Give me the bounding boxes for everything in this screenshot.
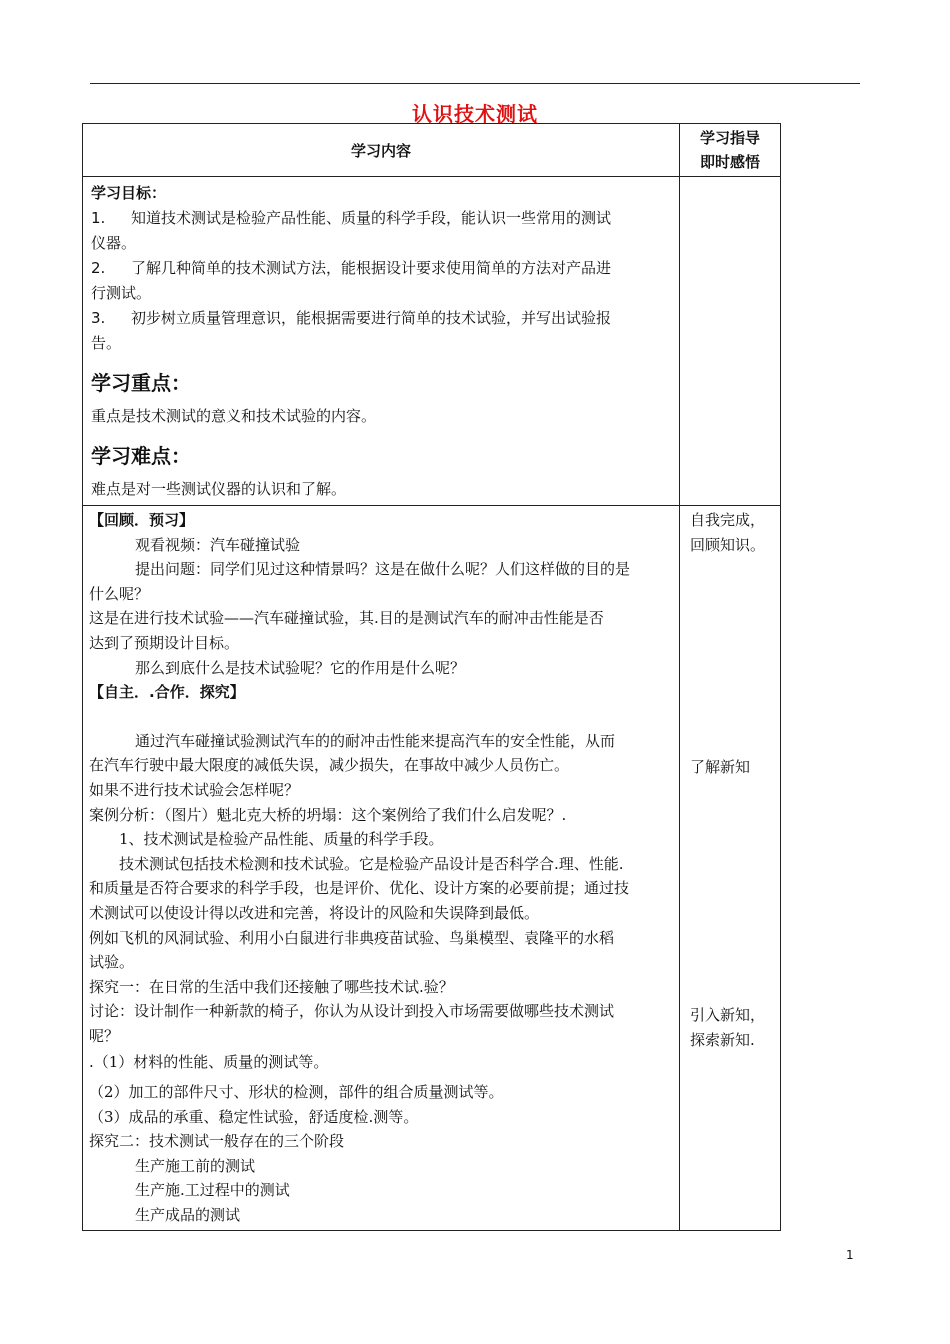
goal-item-3: 3. 初步树立质量管理意识，能根据需要进行简单的技术试验，并写出试验报 bbox=[91, 309, 612, 327]
difficulty-heading: 学习难点： bbox=[91, 444, 191, 468]
text-line: 观看视频：汽车碰撞试验 bbox=[135, 535, 301, 554]
goal-item-3-cont: 告。 bbox=[91, 334, 122, 352]
text-line: 呢？ bbox=[89, 1026, 120, 1045]
text-line: 例如飞机的风洞试验、利用小白鼠进行非典疫苗试验、鸟巢模型、袁隆平的水稻 bbox=[89, 928, 615, 947]
text-line: 什么呢？ bbox=[89, 584, 150, 603]
header-guide-line2: 即时感悟 bbox=[699, 153, 760, 171]
explore-heading: 【自主．.合作．探究】 bbox=[89, 683, 245, 702]
goal-item-1-cont: 仪器。 bbox=[91, 234, 137, 252]
goals-row bbox=[83, 177, 781, 506]
difficulty-text: 难点是对一些测试仪器的认识和了解。 bbox=[91, 480, 347, 498]
text-line: （2）加工的部件尺寸、形状的检测，部件的组合质量测试等。 bbox=[89, 1083, 504, 1102]
text-line: .（1）材料的性能、质量的测试等。 bbox=[89, 1053, 329, 1072]
text-line: 生产施工前的测试 bbox=[135, 1156, 256, 1175]
text-line: 技术测试包括技术检测和技术试验。它是检验产品设计是否科学合.理、性能. bbox=[119, 854, 624, 873]
text-line: 生产施.工过程中的测试 bbox=[135, 1181, 290, 1200]
key-points-text: 重点是技术测试的意义和技术试验的内容。 bbox=[91, 407, 377, 425]
note-3: 引入新知， 探索新知. bbox=[690, 1006, 766, 1049]
lesson-table bbox=[82, 123, 781, 1231]
text-line: 和质量是否符合要求的科学手段，也是评价、优化、设计方案的必要前提；通过技 bbox=[89, 879, 630, 898]
key-points-heading: 学习重点： bbox=[91, 371, 191, 395]
text-line: 1、技术测试是检验产品性能、质量的科学手段。 bbox=[119, 830, 444, 849]
content-row bbox=[83, 506, 781, 1231]
content-cell bbox=[83, 506, 680, 1231]
page-number: 1 bbox=[846, 1248, 854, 1262]
text-line: 那么到底什么是技术试验呢？它的作用是什么呢？ bbox=[135, 658, 466, 677]
goals-label: 学习目标： bbox=[91, 184, 167, 202]
goals-cell bbox=[83, 177, 680, 506]
header-content-cell: 学习内容 bbox=[83, 124, 680, 177]
header-row bbox=[83, 124, 781, 177]
goals-guide-cell bbox=[680, 177, 781, 506]
note-1: 自我完成， 回顾知识。 bbox=[690, 511, 766, 554]
header-guide-line1: 学习指导 bbox=[699, 129, 760, 147]
text-line: 案例分析：（图片）魁北克大桥的坍塌：这个案例给了我们什么启发呢？. bbox=[89, 805, 567, 824]
header-guide-cell bbox=[680, 124, 781, 177]
text-line: 试验。 bbox=[89, 953, 135, 972]
guide-notes-cell bbox=[680, 506, 781, 1231]
goal-item-2: 2. 了解几种简单的技术测试方法，能根据设计要求使用简单的方法对产品进 bbox=[91, 259, 612, 277]
text-line: 这是在进行技术试验——汽车碰撞试验，其.目的是测试汽车的耐冲击性能是否 bbox=[89, 609, 604, 628]
note-2: 了解新知 bbox=[690, 758, 751, 776]
goal-item-2-cont: 行测试。 bbox=[91, 284, 152, 302]
text-line: 术测试可以使设计得以改进和完善，将设计的风险和失误降到最低。 bbox=[89, 903, 540, 922]
text-line: 探究二：技术测试一般存在的三个阶段 bbox=[89, 1132, 345, 1151]
goal-item-1: 1. 知道技术测试是检验产品性能、质量的科学手段，能认识一些常用的测试 bbox=[91, 209, 612, 227]
text-line: 讨论：设计制作一种新款的椅子，你认为从设计到投入市场需要做哪些技术测试 bbox=[89, 1002, 615, 1021]
text-line: 生产成品的测试 bbox=[135, 1206, 241, 1225]
text-line: 探究一：在日常的生活中我们还接触了哪些技术试.验？ bbox=[89, 977, 454, 996]
review-heading: 【回顾．预习】 bbox=[89, 511, 195, 529]
text-line: 在汽车行驶中最大限度的减低失误，减少损失，在事故中减少人员伤亡。 bbox=[89, 756, 570, 775]
text-line: 如果不进行技术试验会怎样呢？ bbox=[89, 780, 300, 799]
top-rule bbox=[90, 83, 860, 84]
text-line: 通过汽车碰撞试验测试汽车的的耐冲击性能来提高汽车的安全性能，从而 bbox=[135, 731, 616, 750]
text-line: （3）成品的承重、稳定性试验，舒适度检.测等。 bbox=[89, 1107, 419, 1126]
text-line: 提出问题：同学们见过这种情景吗？这是在做什么呢？人们这样做的目的是 bbox=[135, 560, 631, 579]
document-title: 认识技术测试 bbox=[412, 102, 538, 126]
text-line: 达到了预期设计目标。 bbox=[89, 633, 240, 652]
